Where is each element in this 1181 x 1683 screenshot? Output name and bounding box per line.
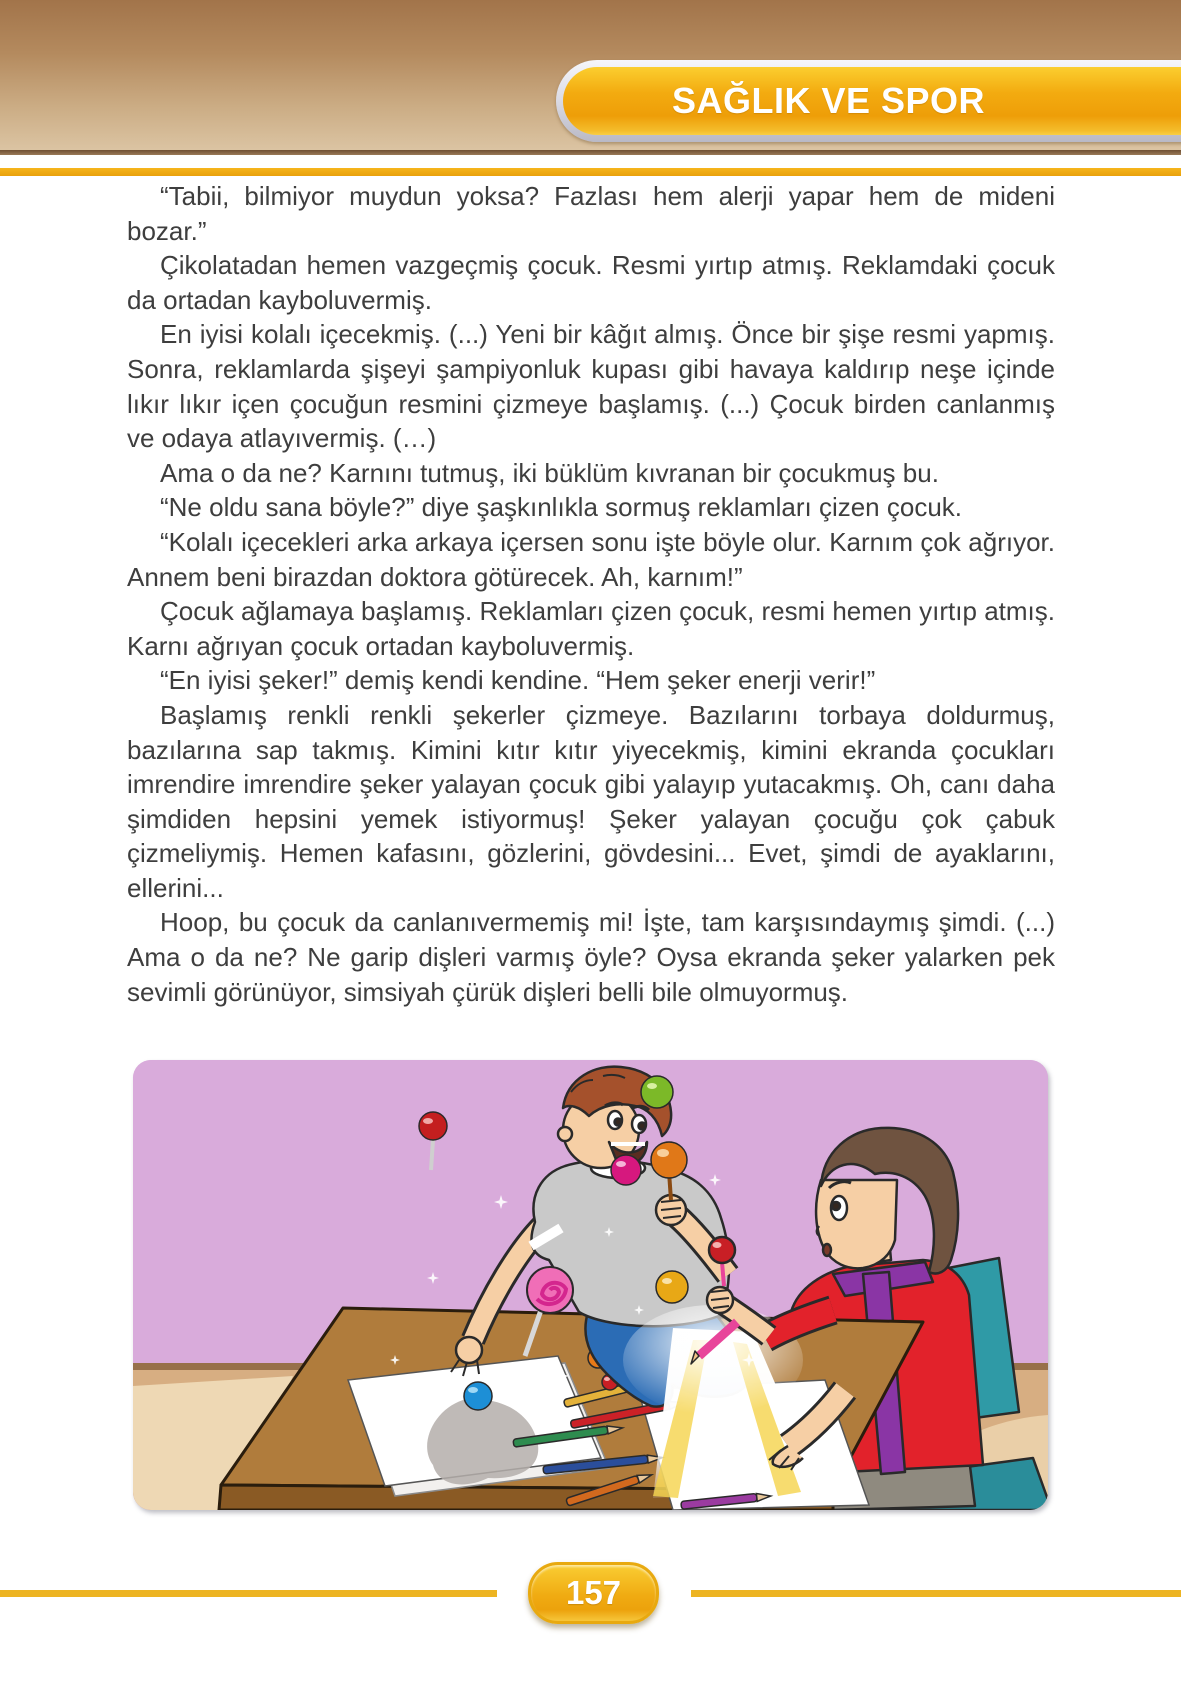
paragraph: En iyisi kolalı içecekmiş. (...) Yeni bir kâğıt almış. Önce bir şişe resmi yapmış. Sonra, reklamlarda şişeyi şampiyonluk kupası gibi havaya kaldırıp neşe içinde lıkır lıkır içen çocuğun resmini çizmeye başlamış. (...) Çocuk birden canlanmış ve odaya atlayıvermiş. (…): [127, 319, 1055, 454]
band-gold-stripe: [0, 168, 1181, 176]
footer-rule-left: [0, 1590, 497, 1597]
paragraph: Ama o da ne? Karnını tutmuş, iki büklüm kıvranan bir çocukmuş bu.: [160, 457, 939, 488]
paragraph: Çocuk ağlamaya başlamış. Reklamları çizen çocuk, resmi hemen yırtıp atmış. Karnı ağrıyan çocuk ortadan kayboluvermiş.: [127, 596, 1055, 661]
paragraph: “Ne oldu sana böyle?” diye şaşkınlıkla sormuş reklamları çizen çocuk.: [160, 492, 963, 523]
story-illustration: [133, 1060, 1048, 1510]
unit-title: SAĞLIK VE SPOR: [671, 80, 986, 121]
paragraph: Hoop, bu çocuk da canlanıvermemiş mi! İşte, tam karşısındaymış şimdi. (...) Ama o da ne? Ne garip dişleri varmış öyle? Oysa ekranda şeker yalarken pek sevimli görünüyor, simsiyah çürük dişleri belli bile olmuyormuş.: [127, 907, 1055, 1007]
red-lollipop: [709, 1237, 735, 1263]
story-text: [127, 179, 1055, 1009]
unit-header-banner: [556, 60, 1181, 142]
paragraph: Çikolatadan hemen vazgeçmiş çocuk. Resmi yırtıp atmış. Reklamdaki çocuk da ortadan kayboluvermiş.: [127, 250, 1055, 315]
paragraph: “Kolalı içecekleri arka arkaya içersen sonu işte böyle olur. Karnım çok ağrıyor. Annem beni birazdan doktora götürecek. Ah, karnım!”: [127, 526, 1055, 592]
paragraph: Başlamış renkli renkli şekerler çizmeye. Bazılarını torbaya doldurmuş, bazılarına sap takmış. Kimini kıtır kıtır yiyecekmiş, kimini ekranda çocukları imrendire imrendire şeker yalayan çocuk gibi yalayıp yutacakmış. Oh, canı daha şimdiden hepsini yemek istiyormuş! Şeker yalayan çocuğu çok çabuk çizmeliymiş. Hemen kafasını, gözlerini, gövdesini... Evet, şimdi de ayaklarını, ellerini...: [127, 699, 1055, 903]
unit-header-banner-inner: [563, 67, 1181, 135]
footer-rule-right: [691, 1590, 1181, 1597]
paragraph: “Tabii, bilmiyor muydun yoksa? Fazlası hem alerji yapar hem de mideni bozar.”: [127, 181, 1055, 246]
band-white-gap: [0, 155, 1181, 168]
page-number: 157: [565, 1574, 622, 1611]
ear: [558, 1127, 572, 1141]
open-hand: [456, 1337, 482, 1363]
paragraph: “En iyisi şeker!” demiş kendi kendine. “Hem şeker enerji verir!”: [160, 665, 876, 696]
page-number-pill: [528, 1562, 659, 1624]
